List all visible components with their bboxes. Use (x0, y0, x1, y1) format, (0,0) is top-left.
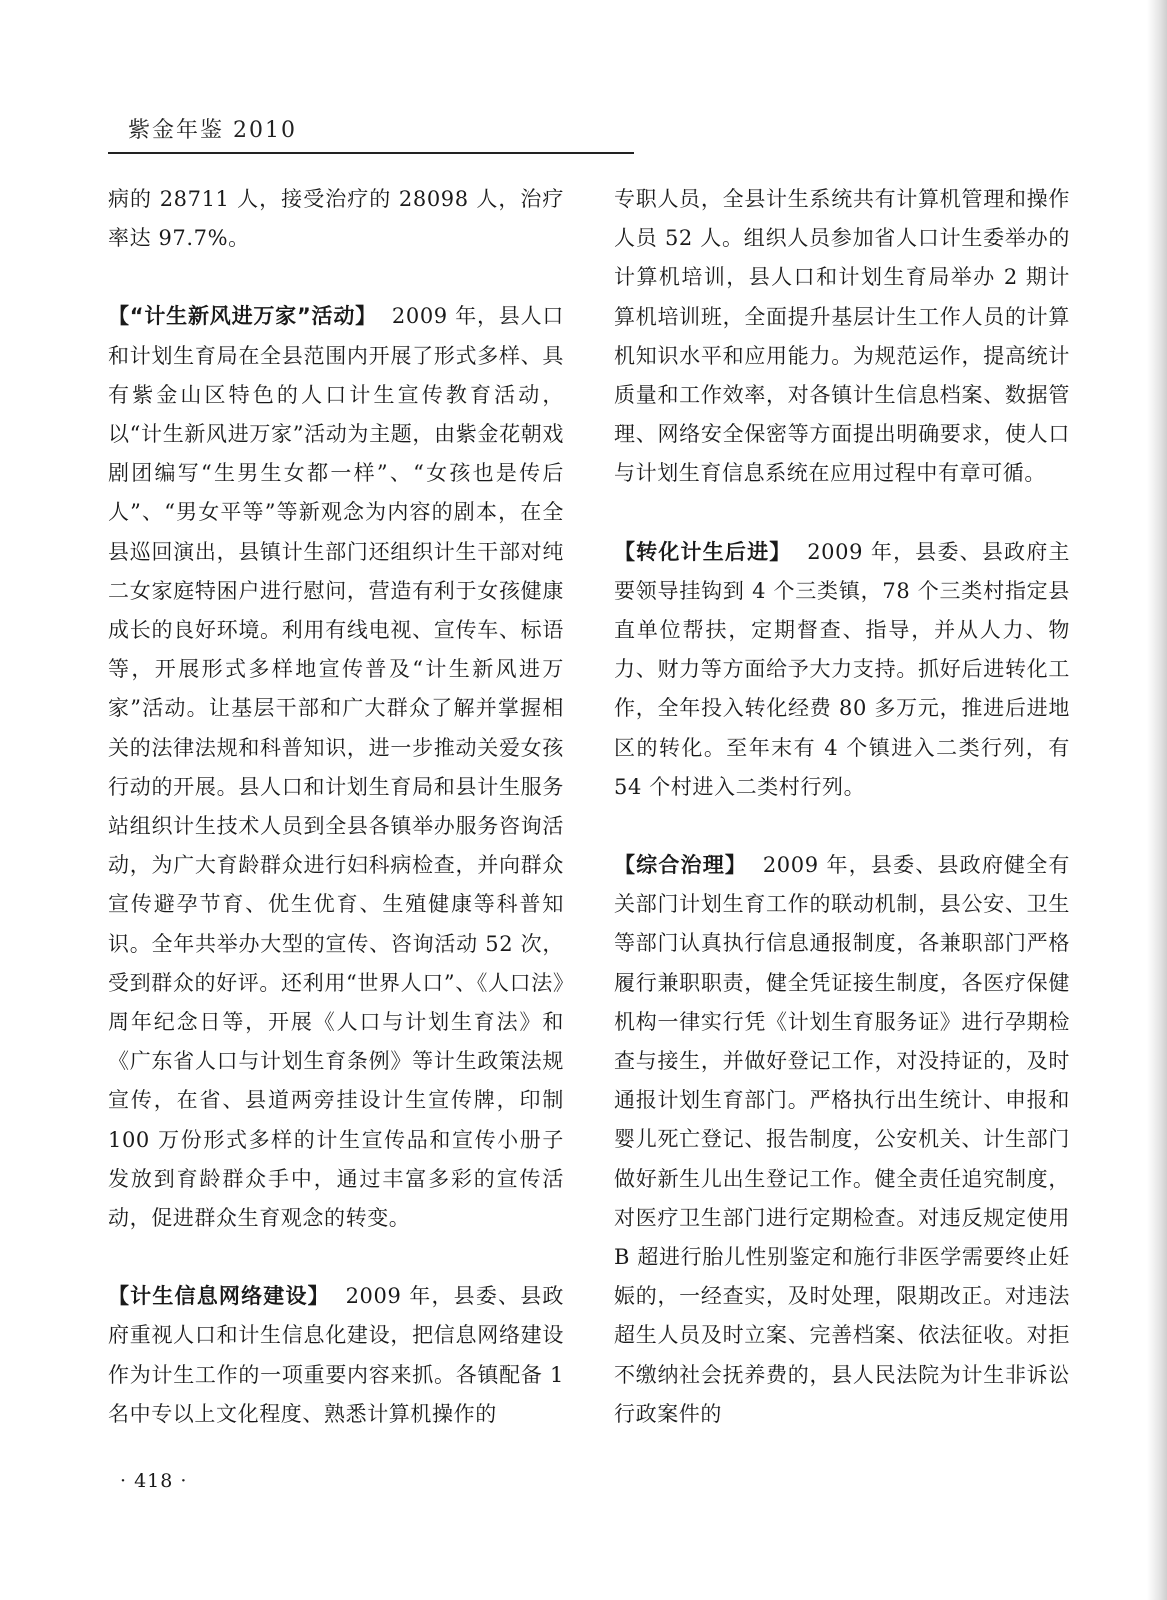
section-paragraph-publicity (108, 297, 564, 1238)
section-paragraph-network (108, 1277, 564, 1434)
section-body-governance: 2009 年，县委、县政府健全有关部门计划生育工作的联动机制，县公安、卫生等部门认真执行信息通报制度，各兼职部门严格履行兼职职责，健全凭证接生制度，各医疗保健机构一律实行凭《计划生育服务证》进行孕期检查与接生，并做好登记工作，对没持证的，及时通报计划生育部门。严格执行出生统计、申报和婴儿死亡登记、报告制度，公安机关、计生部门做好新生儿出生登记工作。健全责任追究制度，对医疗卫生部门进行定期检查。对违反规定使用 B 超进行胎儿性别鉴定和施行非医学需要终止妊娠的，一经查实，及时处理，限期改正。对违法超生人员及时立案、完善档案、依法征收。对拒不缴纳社会抚养费的，县人民法院为计生非诉讼行政案件的 (614, 853, 1070, 1426)
section-heading-publicity: 【“计生新风进万家”活动】 (108, 304, 377, 329)
section-heading-backward: 【转化计生后进】 (614, 539, 792, 564)
section-gap (108, 1238, 564, 1277)
right-column (614, 180, 1070, 1434)
section-gap (108, 258, 564, 297)
section-paragraph-governance (614, 846, 1070, 1434)
left-carry-over-paragraph: 病的 28711 人，接受治疗的 28098 人，治疗率达 97.7%。 (108, 187, 564, 251)
section-body-network: 2009 年，县委、县政府重视人口和计生信息化建设，把信息网络建设作为计生工作的一项重要内容来抓。各镇配备 1 名中专以上文化程度、熟悉计算机操作的 (108, 1284, 565, 1426)
section-heading-governance: 【综合治理】 (614, 853, 748, 878)
section-body-backward: 2009 年，县委、县政府主要领导挂钩到 4 个三类镇，78 个三类村指定县直单位帮扶，定期督查、指导，并从人力、物力、财力等方面给予大力支持。抓好后进转化工作，全年投入转化经费 80 多万元，推进后进地区的转化。至年末有 4 个镇进入二类行列，有 54 个村进入二类村行列。 (614, 539, 1070, 799)
left-column (108, 180, 564, 1434)
right-carry-over-paragraph: 专职人员，全县计生系统共有计算机管理和操作人员 52 人。组织人员参加省人口计生委举办的计算机培训，县人口和计划生育局举办 2 期计算机培训班，全面提升基层计生工作人员的计算机知识水平和应用能力。为规范运作，提高统计质量和工作效率，对各镇计生信息档案、数据管理、网络安全保密等方面提出明确要求，使人口与计划生育信息系统在应用过程中有章可循。 (614, 187, 1070, 486)
section-gap (614, 807, 1070, 846)
section-heading-network: 【计生信息网络建设】 (108, 1284, 330, 1309)
page-number: · 418 · (120, 1470, 188, 1492)
section-body-publicity: 2009 年，县人口和计划生育局在全县范围内开展了形式多样、具有紫金山区特色的人口计生宣传教育活动，以“计生新风进万家”活动为主题，由紫金花朝戏剧团编写“生男生女都一样”、“女孩也是传后人”、“男女平等”等新观念为内容的剧本，在全县巡回演出，县镇计生部门还组织计生干部对纯二女家庭特困户进行慰问，营造有利于女孩健康成长的良好环境。利用有线电视、宣传车、标语等，开展形式多样地宣传普及“计生新风进万家”活动。让基层干部和广大群众了解并掌握相关的法律法规和科普知识，进一步推动关爱女孩行动的开展。县人口和计划生育局和县计生服务站组织计生技术人员到全县各镇举办服务咨询活动，为广大育龄群众进行妇科病检查，并向群众宣传避孕节育、优生优育、生殖健康等科普知识。全年共举办大型的宣传、咨询活动 52 次，受到群众的好评。还利用“世界人口”、《人口法》周年纪念日等，开展《人口与计划生育法》和《广东省人口与计划生育条例》等计生政策法规宣传，在省、县道两旁挂设计生宣传牌，印制 100 万份形式多样的计生宣传品和宣传小册子发放到育龄群众手中，通过丰富多彩的宣传活动，促进群众生育观念的转变。 (108, 304, 565, 1231)
running-title: 紫金年鉴 2010 (128, 118, 297, 143)
scan-edge-shadow (1147, 0, 1167, 1600)
section-paragraph-backward (614, 533, 1070, 807)
header-rule (108, 152, 634, 154)
section-gap (614, 494, 1070, 533)
